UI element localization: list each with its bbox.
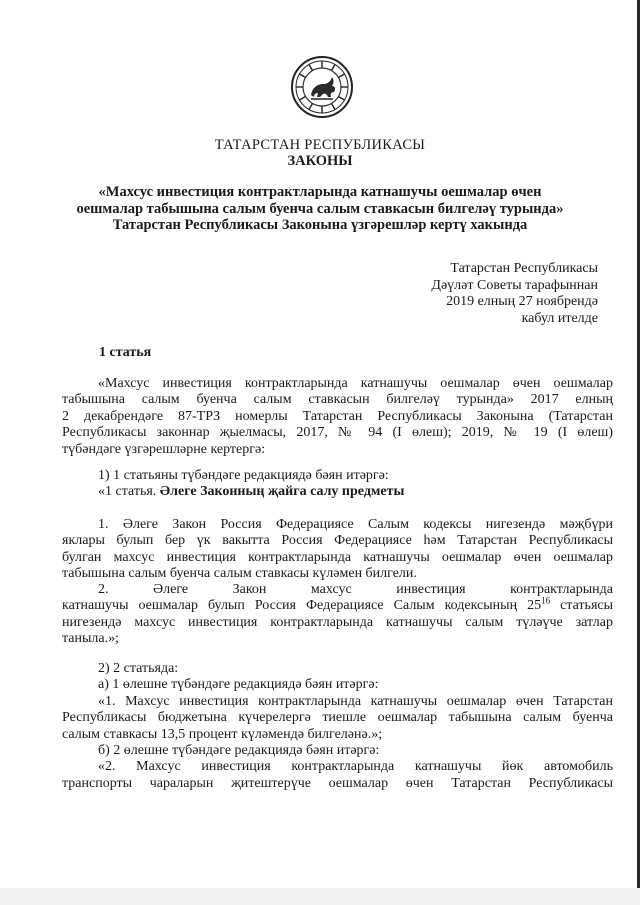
body-line: түбәндәге үзгәрешләрне кертергә: [62,441,266,457]
item-1-quote [62,484,613,500]
body-line: Республикасы бюджетына күчерелергә тиешле оешмалар табышына салым буенча [62,710,613,726]
superscript: 16 [541,595,551,606]
body-line: салым ставкасы 13,5 процент күләмендә билгеләнә.»; [62,726,383,742]
adoption-line: Татарстан Республикасы [450,261,598,276]
text-fragment: статьясы [550,598,613,614]
article-intro [62,376,613,458]
law-title-line: «Махсус инвестиция контрактларында катнашучы оешмалар өчен [98,184,542,200]
body-line: Республикасы законнар җыелмасы, 2017, № 94 (I өлеш); 2019, № 19 (I өлеш) [62,425,613,441]
adoption-line: кабул ителде [521,310,598,326]
body-line: таныла.»; [62,631,119,647]
body-line: «Махсус инвестиция контрактларында катнашучы оешмалар өчен оешмалар [98,376,613,391]
law-title-line: оешмалар табышына салым буенча салым ставкасын билгеләү турында» [76,200,564,217]
body-line: «1. Махсус инвестиция контрактларында катнашучы оешмалар өчен Татарстан [98,693,613,709]
body-line: 2. Әлеге Закон махсус инвестиция контрактларында [98,582,613,597]
adoption-line: 2019 елның 27 ноябрендә [446,294,598,309]
paragraph-1 [62,517,613,583]
coat-of-arms-emblem [290,55,354,119]
item-2 [62,661,613,792]
body-line: 1. Әлеге Закон Россия Федерациясе Салым кодексы нигезендә мәҗбүри [98,517,613,532]
body-line-with-superscript [62,595,613,614]
body-line: булган махсус инвестиция контрактларында катнашучы оешмалар өчен оешмалар [62,549,613,565]
paragraph-2 [62,582,613,648]
body-line: яклары булып бер үк вакытта Россия Федерациясе һәм Татарстан Республикасы [62,533,613,549]
law-title-line: Татарстан Республикасы Законына үзгәрешләр кертү хакында [112,217,528,233]
text-fragment: катнашучы оешмалар булып Россия Федерациясе Салым кодексының 25 [62,598,542,614]
item-1 [62,468,613,501]
republic-name: ТАТАРСТАН РЕСПУБЛИКАСЫ [214,137,426,153]
body-line: б) 2 өлешне түбәндәге редакциядә бәян итәргә: [98,743,380,759]
body-line: 2 декабрендәге 87-ТРЗ номерлы Татарстан Республикасы Законына (Татарстан [62,408,613,424]
adoption-block [431,261,598,327]
law-title [0,184,640,234]
body-line: 1) 1 статьяны түбәндәге редакциядә бәян итәргә: [98,468,389,483]
body-line: 2) 2 статьяда: [98,661,179,676]
body-line: транспорты чараларын җитештерүче оешмалар өчен Татарстан Республикасы [62,775,613,791]
quote-prefix: «1 статья. [98,484,157,500]
quote-bold-title: Әлеге Законның җайга салу предметы [159,484,405,500]
body-line: нигезендә махсус инвестиция контрактларында катнашучы салым түләүче затлар [62,614,613,630]
body-line: табышына салым буенча салым ставкасы күләмен билгели. [62,566,417,582]
scan-bottom-margin [0,888,640,905]
article-heading: 1 статья [99,345,152,360]
adoption-line: Дәүләт Советы тарафыннан [431,277,598,293]
body-line: табышына салым буенча салым ставкасын билгеләү турында» 2017 елның [62,392,613,408]
body-line: «2. Махсус инвестиция контрактларында катнашучы йөк автомобиль [98,759,613,775]
body-line: а) 1 өлешне түбәндәге редакциядә бәян итәргә: [98,677,379,693]
document-type: ЗАКОНЫ [287,153,353,169]
